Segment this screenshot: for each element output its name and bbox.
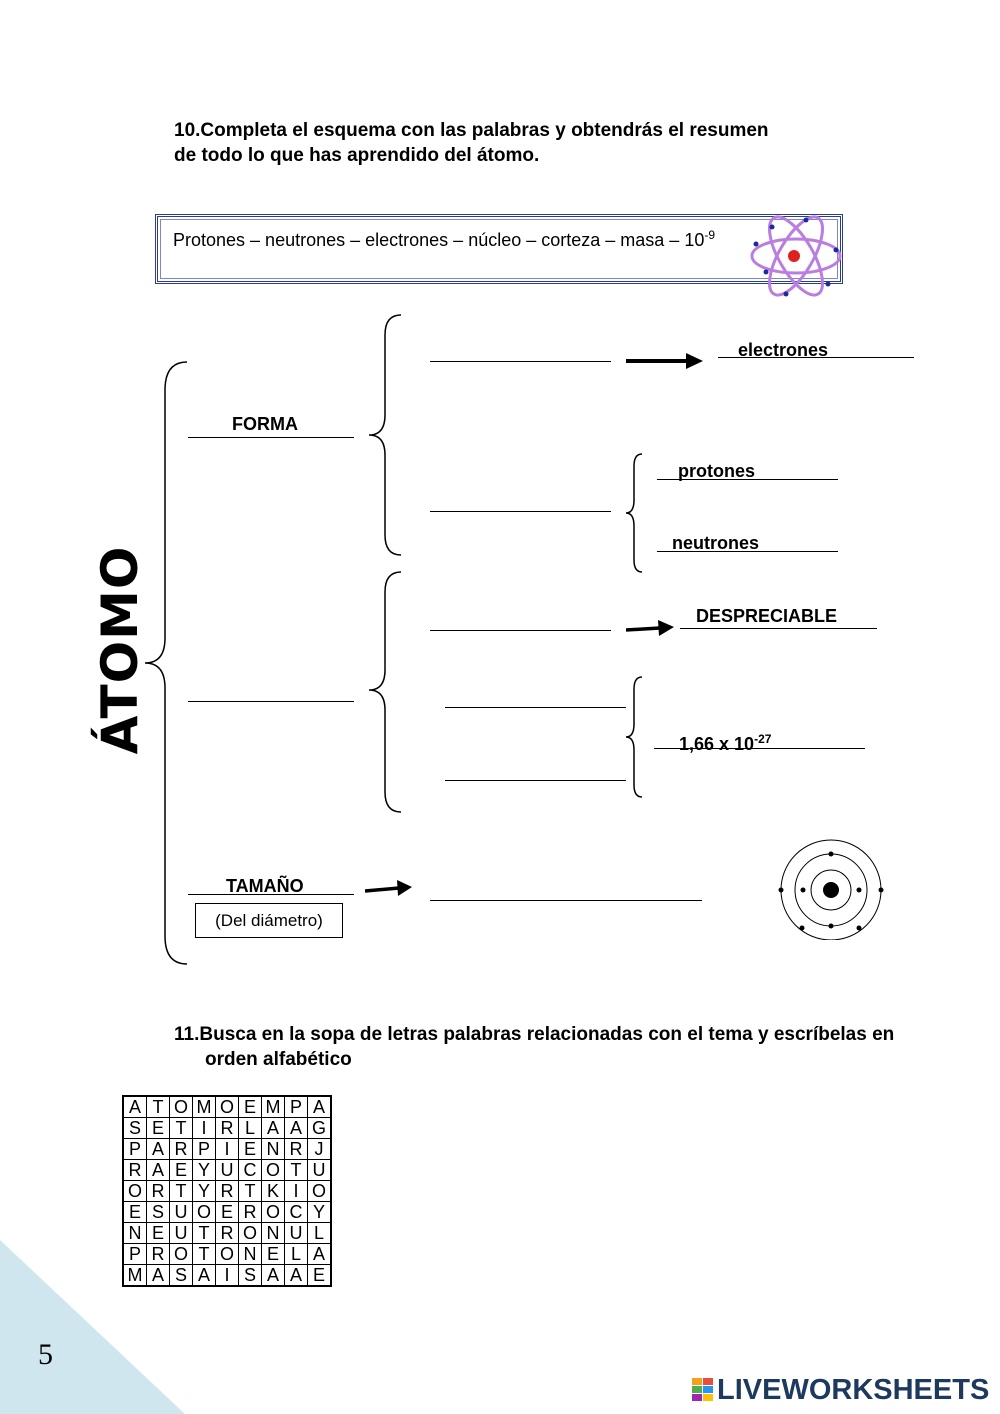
word-search-cell[interactable]: S [170, 1265, 193, 1287]
word-bank-text [173, 228, 715, 251]
page-number: 5 [38, 1338, 53, 1371]
word-search-cell[interactable]: T [193, 1244, 216, 1265]
word-search-cell[interactable]: P [193, 1139, 216, 1160]
word-search-cell[interactable]: C [239, 1160, 262, 1181]
word-search-row [123, 1118, 331, 1139]
word-search-cell[interactable]: J [308, 1139, 332, 1160]
word-search-cell[interactable]: A [262, 1265, 285, 1287]
forma-line [188, 437, 354, 438]
question-10-line1: Completa el esquema con las palabras y obtendrás el resumen [200, 120, 769, 141]
word-search-cell[interactable]: I [285, 1181, 308, 1202]
masa-brace [365, 570, 405, 814]
tamano-label: TAMAÑO [226, 876, 304, 896]
tamano-note-box [195, 903, 343, 938]
mass-value-exponent: -27 [754, 732, 772, 746]
main-brace [140, 360, 190, 966]
word-search-cell[interactable]: I [216, 1265, 239, 1287]
word-search-cell[interactable]: A [123, 1096, 147, 1118]
word-search-cell[interactable]: R [216, 1223, 239, 1244]
tamano-note: (Del diámetro) [215, 911, 323, 930]
word-search-cell[interactable]: R [123, 1160, 147, 1181]
masa-blank[interactable] [188, 701, 354, 702]
word-search-cell[interactable]: K [262, 1181, 285, 1202]
word-search-cell[interactable]: M [262, 1096, 285, 1118]
protones-line [657, 479, 838, 480]
question-10-number: 10. [174, 120, 201, 141]
word-search-cell[interactable]: E [170, 1160, 193, 1181]
word-search-cell[interactable]: A [193, 1265, 216, 1287]
word-search-cell[interactable]: O [308, 1181, 332, 1202]
bohr-atom-icon [776, 838, 888, 940]
word-search-cell[interactable]: L [285, 1244, 308, 1265]
word-search-cell[interactable]: O [262, 1202, 285, 1223]
word-search-row [123, 1181, 331, 1202]
answer-electrones: electrones [738, 340, 829, 360]
brand-text: LIVEWORKSHEETS [717, 1373, 990, 1406]
word-search-cell[interactable]: O [239, 1223, 262, 1244]
question-11-line2: orden alfabético [205, 1049, 352, 1070]
word-search-cell[interactable]: E [308, 1265, 332, 1287]
word-search-cell[interactable]: N [239, 1244, 262, 1265]
word-search-cell[interactable]: R [216, 1118, 239, 1139]
word-search-cell[interactable]: U [308, 1160, 332, 1181]
word-search-cell[interactable]: G [308, 1118, 332, 1139]
word-search-cell[interactable]: O [193, 1202, 216, 1223]
word-search-cell[interactable]: S [239, 1265, 262, 1287]
word-search-cell[interactable]: A [262, 1118, 285, 1139]
answer-despreciable: DESPRECIABLE [696, 606, 838, 626]
word-search-cell[interactable]: O [170, 1244, 193, 1265]
question-11-line1: Busca en la sopa de letras palabras relacionadas con el tema y escríbelas en [199, 1024, 895, 1045]
word-search-cell[interactable]: T [147, 1096, 170, 1118]
electrones-line [718, 357, 914, 358]
corteza-blank[interactable] [430, 361, 611, 362]
answer-mass-value [679, 728, 771, 755]
word-search-cell[interactable]: N [123, 1223, 147, 1244]
nucleo-blank[interactable] [430, 511, 611, 512]
answer-neutrones: neutrones [672, 533, 760, 553]
word-search-cell[interactable]: M [123, 1265, 147, 1287]
brand-logo [692, 1373, 989, 1407]
word-search-cell[interactable]: U [170, 1202, 193, 1223]
mass-value-line [654, 748, 865, 749]
word-search-cell[interactable]: A [285, 1118, 308, 1139]
despreciable-line [680, 628, 877, 629]
word-search-cell[interactable]: I [193, 1118, 216, 1139]
word-search-cell[interactable]: O [216, 1244, 239, 1265]
word-search-cell[interactable]: O [123, 1181, 147, 1202]
word-search-cell[interactable]: U [216, 1160, 239, 1181]
corner-decoration [0, 1240, 185, 1414]
word-search-cell[interactable]: P [123, 1139, 147, 1160]
word-search-cell[interactable]: T [170, 1181, 193, 1202]
scheme-title: ÁTOMO [91, 545, 149, 755]
word-search-cell[interactable]: S [147, 1202, 170, 1223]
protones-mass-blank[interactable] [445, 707, 626, 708]
electrones-mass-blank[interactable] [430, 630, 611, 631]
word-search-cell[interactable]: C [285, 1202, 308, 1223]
word-search-cell[interactable]: R [147, 1181, 170, 1202]
word-search-cell[interactable]: L [308, 1223, 332, 1244]
word-search-cell[interactable]: R [147, 1244, 170, 1265]
word-search-cell[interactable]: R [285, 1139, 308, 1160]
word-search-cell[interactable]: O [262, 1160, 285, 1181]
mass-value-text: 1,66 x 10 [679, 734, 755, 754]
word-search-cell[interactable]: R [239, 1202, 262, 1223]
word-search-cell[interactable]: A [308, 1096, 332, 1118]
word-bank-words: Protones – neutrones – electrones – núcleo – corteza – masa – 10 [173, 230, 705, 250]
word-search-cell[interactable]: Y [308, 1202, 332, 1223]
word-search-cell[interactable]: R [170, 1139, 193, 1160]
word-search-cell[interactable]: N [262, 1139, 285, 1160]
word-search-cell[interactable]: I [216, 1139, 239, 1160]
word-search-cell[interactable]: M [193, 1096, 216, 1118]
word-search-cell[interactable]: O [170, 1096, 193, 1118]
word-search-cell[interactable]: E [239, 1139, 262, 1160]
mass-value-brace [622, 675, 646, 799]
word-search-cell[interactable]: E [262, 1244, 285, 1265]
answer-protones: protones [678, 461, 756, 481]
arrow-right-icon [626, 352, 704, 370]
word-search-cell[interactable]: E [123, 1202, 147, 1223]
word-search-cell[interactable]: T [285, 1160, 308, 1181]
word-bank-exponent: -9 [704, 228, 716, 242]
question-11 [174, 1022, 984, 1072]
word-search-cell[interactable]: E [147, 1118, 170, 1139]
neutrones-line [657, 551, 838, 552]
word-search-cell[interactable]: T [193, 1223, 216, 1244]
word-search-cell[interactable]: R [216, 1181, 239, 1202]
tamano-line [188, 894, 354, 895]
question-10 [174, 118, 874, 168]
question-11-number: 11. [174, 1024, 200, 1045]
word-search-cell[interactable]: U [170, 1223, 193, 1244]
tamano-blank[interactable] [430, 900, 702, 901]
word-search-cell[interactable]: U [285, 1223, 308, 1244]
word-search-row [123, 1160, 331, 1181]
forma-brace [365, 313, 405, 557]
word-search-cell[interactable]: N [262, 1223, 285, 1244]
word-search-cell[interactable]: A [285, 1265, 308, 1287]
word-search-row [123, 1139, 331, 1160]
word-search-cell[interactable]: E [147, 1223, 170, 1244]
word-search-cell[interactable]: L [239, 1118, 262, 1139]
neutrones-mass-blank[interactable] [445, 780, 626, 781]
word-search-cell[interactable]: E [216, 1202, 239, 1223]
word-search-cell[interactable]: Y [193, 1181, 216, 1202]
atom-orbit-icon [748, 202, 844, 310]
nucleo-brace [622, 452, 646, 574]
word-search-cell[interactable]: A [308, 1244, 332, 1265]
word-search-cell[interactable]: A [147, 1160, 170, 1181]
word-search-cell[interactable]: P [285, 1096, 308, 1118]
word-search-cell[interactable]: S [123, 1118, 147, 1139]
word-search-cell[interactable]: A [147, 1139, 170, 1160]
forma-label: FORMA [232, 414, 298, 434]
liveworksheets-logo-icon [692, 1377, 714, 1403]
arrow-right-icon [626, 619, 676, 637]
arrow-right-icon [365, 879, 415, 897]
question-10-line2: de todo lo que has aprendido del átomo. [174, 145, 540, 166]
word-search-row [123, 1202, 331, 1223]
word-search-cell[interactable]: Y [193, 1160, 216, 1181]
word-search-cell[interactable]: E [239, 1096, 262, 1118]
word-search-cell[interactable]: O [216, 1096, 239, 1118]
word-search-cell[interactable]: P [123, 1244, 147, 1265]
word-search-row [123, 1096, 331, 1118]
word-search-cell[interactable]: A [147, 1265, 170, 1287]
word-search-cell[interactable]: T [170, 1118, 193, 1139]
word-search-cell[interactable]: T [239, 1181, 262, 1202]
